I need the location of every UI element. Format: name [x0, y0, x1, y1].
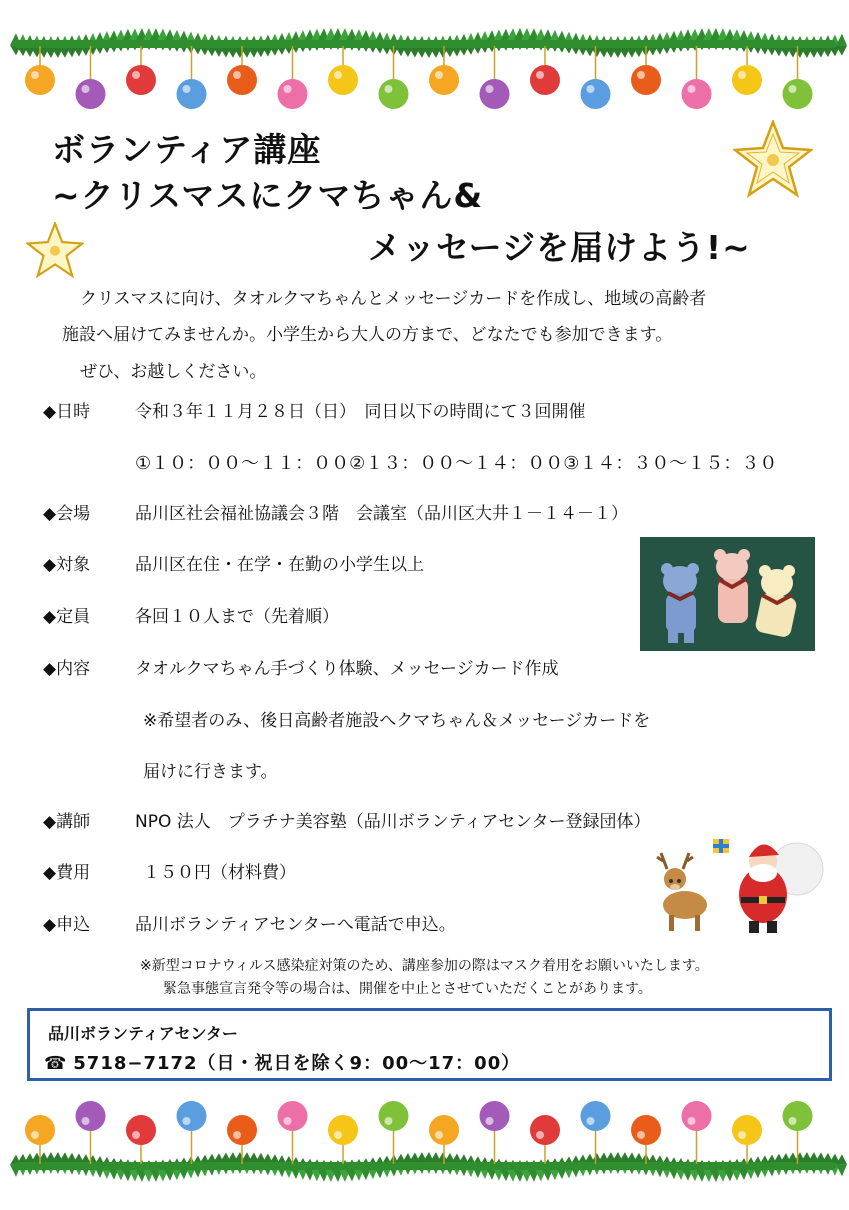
- garland-decoration-top: [0, 0, 849, 140]
- detail-capacity-label: ◆定員: [43, 607, 91, 627]
- detail-content-label: ◆内容: [43, 659, 91, 679]
- intro-line-1: クリスマスに向け、タオルクマちゃんとメッセージカードを作成し、地域の高齢者: [80, 289, 707, 309]
- detail-content-note-2: 届けに行きます。: [143, 762, 278, 782]
- pink-bear-image: [714, 549, 750, 623]
- garland-decoration-bottom: [0, 1070, 849, 1210]
- detail-target-label: ◆対象: [43, 555, 91, 575]
- title-line-2: ~クリスマスにクマちゃん&: [52, 176, 484, 215]
- telephone-icon: ☎: [44, 1053, 68, 1074]
- detail-capacity-value: 各回１０人まで（先着順）: [135, 607, 339, 627]
- bottom-garland: [0, 1070, 849, 1210]
- intro-line-3: ぜひ、お越しください。: [80, 362, 267, 382]
- detail-fee-label: ◆費用: [43, 863, 91, 883]
- detail-apply-label: ◆申込: [43, 915, 91, 935]
- gold-star-small-icon: [26, 222, 84, 278]
- title-line-3: メッセージを届けよう!~: [368, 228, 751, 267]
- contact-phone-number[interactable]: 5718−7172（日・祝日を除く9：00～17：00）: [73, 1053, 521, 1074]
- detail-date-value: 令和３年１１月２８日（日） 同日以下の時間にて３回開催: [135, 402, 586, 422]
- detail-apply-value: 品川ボランティアセンターへ電話で申込。: [135, 915, 456, 935]
- intro-line-2: 施設へ届けてみませんか。小学生から大人の方まで、どなたでも参加できます。: [62, 325, 673, 345]
- santa-reindeer-illustration: [655, 833, 830, 938]
- detail-venue-value: 品川区社会福祉協議会３階 会議室（品川区大井１－１４－１）: [135, 504, 628, 524]
- gold-star-icon: [733, 120, 813, 198]
- detail-fee-value: １５０円（材料費）: [143, 863, 296, 883]
- detail-content-note-1: ※希望者のみ、後日高齢者施設へクマちゃん＆メッセージカードを: [143, 711, 651, 731]
- detail-instructor-value: NPO 法人 プラチナ美容塾（品川ボランティアセンター登録団体）: [135, 812, 651, 832]
- towel-bears-photo: [640, 537, 815, 651]
- detail-target-value: 品川区在住・在学・在勤の小学生以上: [135, 555, 424, 575]
- detail-date-times: ①１０：００～１１：００②１３：００～１４：００③１４：３０～１５：３０: [135, 453, 778, 474]
- contact-organization-name: 品川ボランティアセンター: [48, 1024, 238, 1043]
- detail-instructor-label: ◆講師: [43, 812, 91, 832]
- detail-date-label: ◆日時: [43, 402, 91, 422]
- detail-venue-label: ◆会場: [43, 504, 91, 524]
- notice-line-1: ※新型コロナウィルス感染症対策のため、講座参加の際はマスク着用をお願いいたします。: [140, 958, 709, 974]
- title-line-1: ボランティア講座: [52, 130, 322, 169]
- detail-content-value: タオルクマちゃん手づくり体験、メッセージカード作成: [135, 659, 559, 679]
- top-garland: [0, 0, 849, 140]
- notice-line-2: 緊急事態宣言発令等の場合は、開催を中止とさせていただくことがあります。: [163, 981, 652, 997]
